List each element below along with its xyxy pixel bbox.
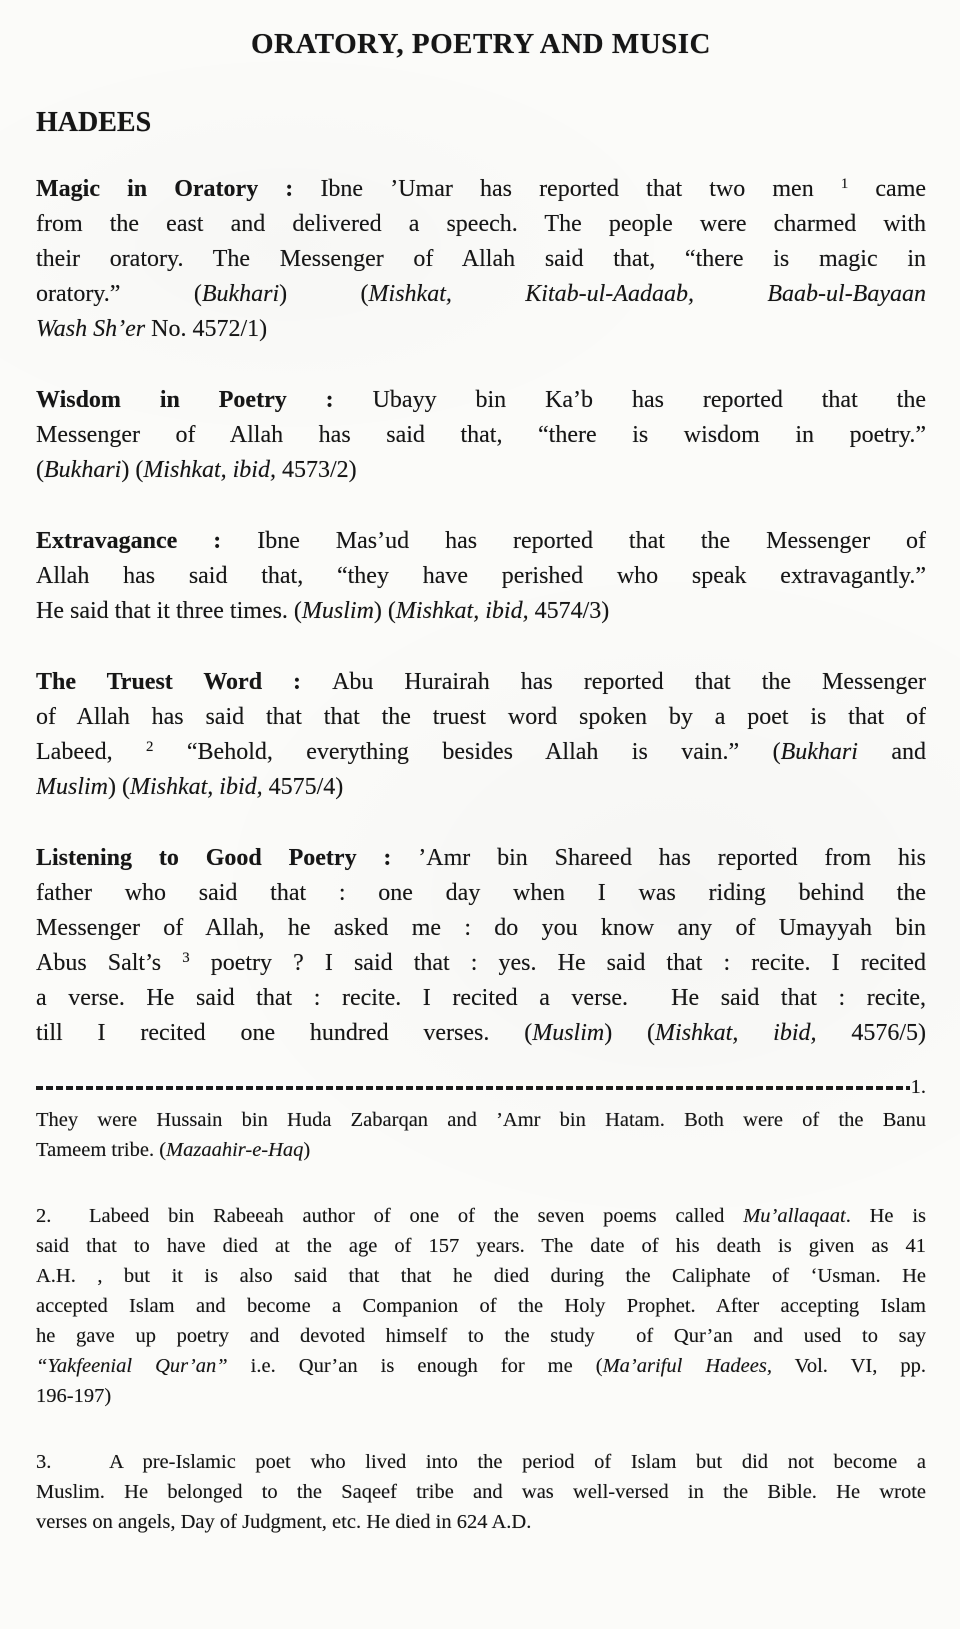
text-segment: Mu’allaqaat bbox=[743, 1205, 846, 1227]
text-line bbox=[36, 594, 926, 629]
text-line bbox=[36, 312, 926, 347]
text-line bbox=[36, 1321, 926, 1351]
text-line bbox=[36, 524, 926, 559]
text-segment: Ubayy bin Ka’b has reported that the bbox=[372, 387, 926, 413]
text-line bbox=[36, 946, 926, 981]
text-line bbox=[36, 1201, 926, 1231]
text-segment: a verse. He said that : recite. I recited a verse. He said that : recite, bbox=[36, 985, 926, 1011]
text-segment: Muslim bbox=[532, 1020, 605, 1046]
footnote bbox=[36, 1105, 926, 1165]
text-segment: ) ( bbox=[279, 281, 369, 307]
text-line bbox=[36, 207, 926, 242]
text-line bbox=[36, 1351, 926, 1381]
text-segment: Extravagance : bbox=[36, 528, 258, 554]
footnote-reference-marker: 3 bbox=[182, 949, 190, 966]
hadith-paragraph bbox=[36, 841, 926, 1051]
text-line bbox=[36, 1507, 926, 1537]
text-segment: Ibne ’Umar has reported that two men bbox=[320, 176, 841, 202]
text-segment: till I recited one hundred verses. ( bbox=[36, 1020, 533, 1046]
text-segment: ( bbox=[36, 457, 44, 483]
text-segment: Vol. VI, pp. bbox=[771, 1355, 926, 1377]
hadith-paragraph bbox=[36, 524, 926, 629]
text-segment: Wisdom in Poetry : bbox=[36, 387, 373, 413]
text-line bbox=[36, 1135, 926, 1165]
text-segment: “Yakfeenial Qur’an” bbox=[36, 1355, 228, 1377]
text-segment: Messenger of Allah, he asked me : do you know any of Umayyah bin bbox=[36, 915, 926, 941]
text-segment: said that to have died at the age of 157 years. The date of his death is given as 41 bbox=[36, 1235, 926, 1257]
text-segment: father who said that : one day when I was riding behind the bbox=[36, 880, 926, 906]
text-segment: ) ( bbox=[108, 774, 130, 800]
text-segment: Magic in Oratory : bbox=[36, 176, 321, 202]
text-segment: He said that it three times. ( bbox=[36, 598, 302, 624]
text-segment: Mishkat, ibid, bbox=[143, 457, 276, 483]
text-segment: Muslim. He belonged to the Saqeef tribe and was well-versed in the Bible. He wrote bbox=[36, 1481, 926, 1503]
text-segment: Abus Salt’s bbox=[36, 950, 183, 976]
text-segment: “Behold, everything besides Allah is vain.” ( bbox=[153, 739, 781, 765]
text-segment: Mishkat, ibid, bbox=[655, 1020, 817, 1046]
text-segment: and bbox=[857, 739, 926, 765]
text-segment: Allah has said that, “they have perished who speak extravagantly.” bbox=[36, 563, 926, 589]
text-line bbox=[36, 453, 926, 488]
text-segment: Ibne Mas’ud has reported that the Messenger of bbox=[257, 528, 926, 554]
text-segment: Mishkat, ibid, bbox=[129, 774, 263, 800]
text-segment: 4574/3) bbox=[528, 598, 610, 624]
text-segment: Tameem tribe. ( bbox=[36, 1139, 167, 1161]
text-line bbox=[36, 770, 926, 805]
text-segment: Muslim bbox=[301, 598, 374, 624]
text-segment: ) bbox=[303, 1139, 311, 1161]
text-segment: . He is bbox=[845, 1205, 926, 1227]
text-line bbox=[36, 418, 926, 453]
text-segment: 4573/2) bbox=[275, 457, 357, 483]
text-line bbox=[36, 1105, 926, 1135]
text-line bbox=[36, 876, 926, 911]
text-segment: The Truest Word : bbox=[36, 669, 333, 695]
text-segment: Bukhari bbox=[201, 281, 280, 307]
text-segment: Labeed, bbox=[36, 739, 147, 765]
text-segment: their oratory. The Messenger of Allah said that, “there is magic in bbox=[36, 246, 926, 272]
footnote bbox=[36, 1201, 926, 1411]
text-segment: Mazaahir-e-Haq bbox=[166, 1139, 304, 1161]
text-line bbox=[36, 277, 926, 312]
footnotes bbox=[36, 1105, 926, 1537]
text-segment: oratory.” ( bbox=[36, 281, 202, 307]
text-segment: A.H. , but it is also said that that he died during the Caliphate of ‘Usman. He bbox=[36, 1265, 926, 1287]
text-line bbox=[36, 1291, 926, 1321]
text-segment: 4576/5) bbox=[816, 1020, 926, 1046]
text-segment: Bukhari bbox=[780, 739, 858, 765]
text-segment: poetry ? I said that : yes. He said that : recite. I recited bbox=[189, 950, 926, 976]
text-line bbox=[36, 700, 926, 735]
footnote-reference-marker: 1 bbox=[840, 175, 849, 192]
hadith-paragraph bbox=[36, 383, 926, 488]
text-segment: They were Hussain bin Huda Zabarqan and ’Amr bin Hatam. Both were of the Banu bbox=[36, 1109, 926, 1131]
text-line bbox=[36, 665, 926, 700]
footnote-divider bbox=[36, 1075, 926, 1099]
text-segment: of Allah has said that that the truest word spoken by a poet is that of bbox=[36, 704, 926, 730]
text-line bbox=[36, 1231, 926, 1261]
text-segment: accepted Islam and become a Companion of the Holy Prophet. After accepting Islam bbox=[36, 1295, 926, 1317]
page-title: ORATORY, POETRY AND MUSIC bbox=[250, 28, 712, 60]
text-segment: Mishkat, ibid, bbox=[395, 598, 529, 624]
text-segment: Listening to Good Poetry : bbox=[36, 845, 419, 871]
footnote-reference-marker: 2 bbox=[146, 738, 154, 755]
text-line bbox=[36, 383, 926, 418]
text-line bbox=[36, 735, 926, 770]
text-segment: 196-197) bbox=[36, 1385, 112, 1407]
text-segment: Muslim bbox=[36, 774, 108, 800]
text-segment: ) ( bbox=[121, 457, 144, 483]
text-segment: Messenger of Allah has said that, “there is wisdom in poetry.” bbox=[36, 422, 926, 448]
hadith-paragraph bbox=[36, 172, 926, 347]
text-segment: Mishkat, Kitab-ul-Aadaab, Baab-ul-Bayaan bbox=[368, 281, 926, 307]
text-line bbox=[36, 1261, 926, 1291]
text-line bbox=[36, 1447, 926, 1477]
text-segment: Abu Hurairah has reported that the Messenger bbox=[332, 669, 926, 695]
text-segment: 3. A pre-Islamic poet who lived into the period of Islam but did not become a bbox=[36, 1451, 926, 1473]
text-segment: he gave up poetry and devoted himself to the study of Qur’an and used to say bbox=[36, 1325, 926, 1347]
text-segment: ’Amr bin Shareed has reported from his bbox=[418, 845, 926, 871]
hadith-paragraph bbox=[36, 665, 926, 805]
text-segment: verses on angels, Day of Judgment, etc. He died in 624 A.D. bbox=[36, 1511, 532, 1533]
text-segment: i.e. Qur’an is enough for me ( bbox=[227, 1355, 603, 1377]
text-segment: 4575/4) bbox=[262, 774, 344, 800]
text-segment: from the east and delivered a speech. The people were charmed with bbox=[36, 211, 926, 237]
divider-dashed-rule bbox=[36, 1086, 910, 1090]
text-segment: came bbox=[848, 176, 926, 202]
text-line bbox=[36, 1381, 926, 1411]
text-line bbox=[36, 981, 926, 1016]
section-heading: HADEES bbox=[36, 107, 152, 138]
text-segment: Ma’ariful Hadees, bbox=[602, 1355, 772, 1377]
text-segment: Bukhari bbox=[44, 457, 122, 483]
text-line bbox=[36, 1477, 926, 1507]
text-line bbox=[36, 841, 926, 876]
body-paragraphs bbox=[36, 172, 926, 1051]
text-segment: Wash Sh’er bbox=[36, 316, 152, 342]
text-segment: No. 4572/1) bbox=[151, 316, 268, 342]
text-line bbox=[36, 559, 926, 594]
text-line bbox=[36, 172, 926, 207]
text-line bbox=[36, 911, 926, 946]
text-segment: ) ( bbox=[604, 1020, 656, 1046]
text-segment: 2. Labeed bin Rabeeah author of one of the seven poems called bbox=[36, 1205, 744, 1227]
text-segment: ) ( bbox=[373, 598, 396, 624]
text-line bbox=[36, 1016, 926, 1051]
divider-footnote-number: 1. bbox=[910, 1076, 926, 1098]
text-line bbox=[36, 242, 926, 277]
footnote bbox=[36, 1447, 926, 1537]
